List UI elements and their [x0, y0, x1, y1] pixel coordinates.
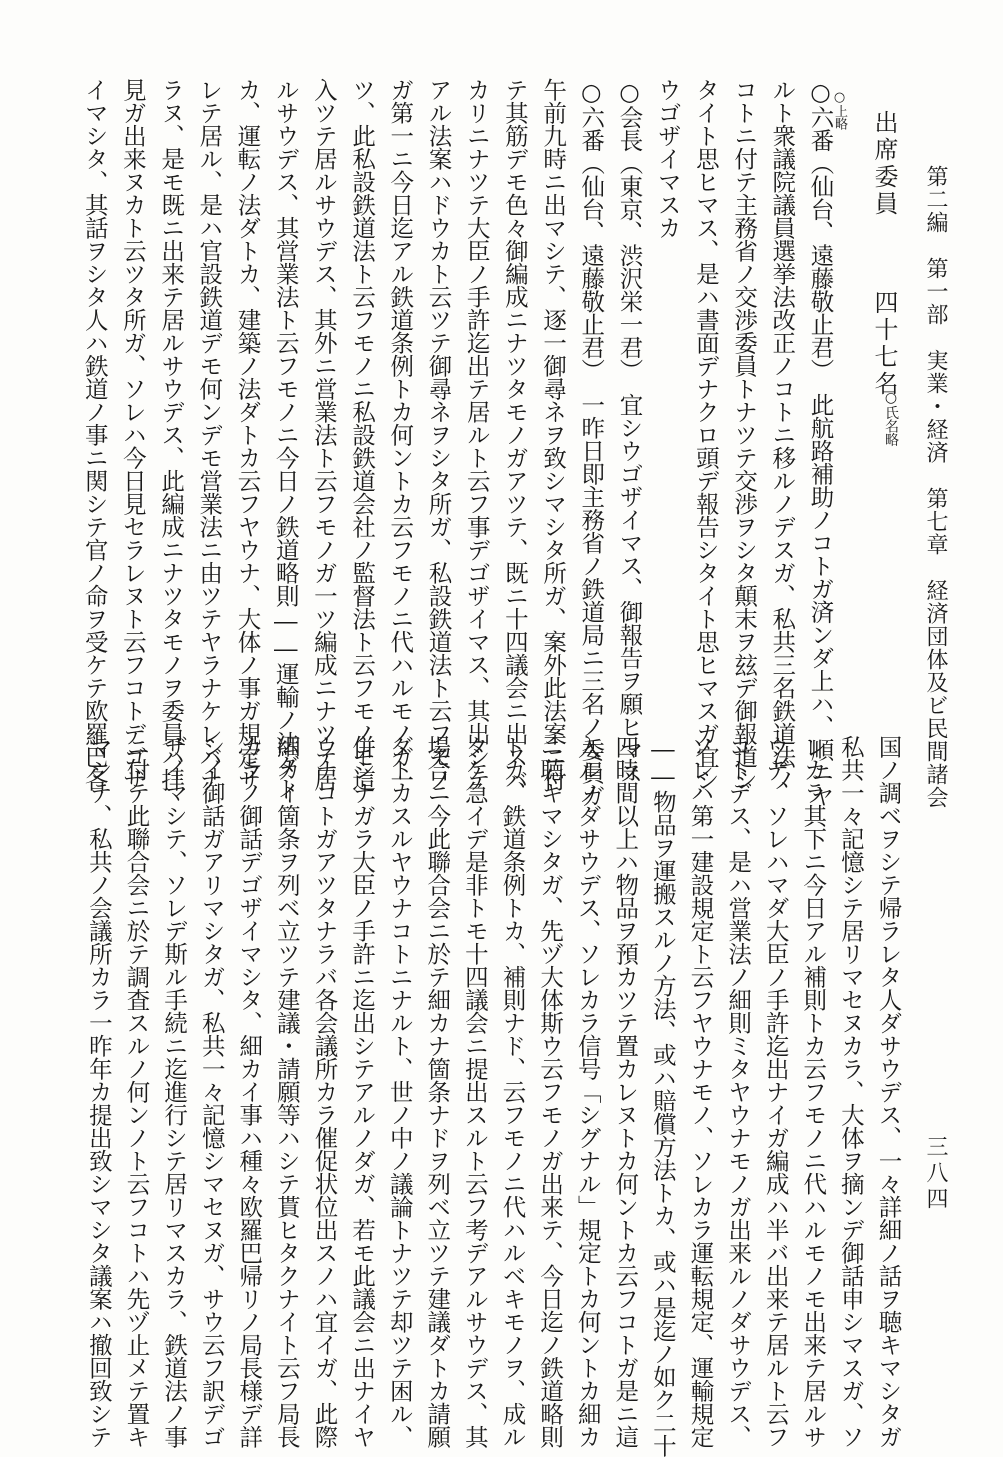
- text-column: ラヌ、是モ既ニ出来テ居ルサウデス、此編成ニナツタモノヲ委員ハ拝: [157, 78, 186, 791]
- text-column: 入ルノダサウデス、ソレカラ信号「シグナル」規定トカ何ントカ細カ: [573, 735, 602, 1448]
- text-column: 四時間以上ハ物品ヲ預カツテ置カレヌトカ何ントカ云フコトガ是ニ這: [611, 735, 640, 1448]
- text-column: コトデス、是ハ営業法ノ細則ミタヤウナモノガ出来ルノダサウデス、: [724, 735, 753, 1448]
- text-column: コトニ付テ主務省ノ交渉委員トナツテ交渉ヲシタ顛末ヲ玆デ御報道シ: [730, 78, 759, 791]
- text-column: ウゴザイマスカ: [653, 78, 682, 239]
- text-column: イマシタ、其話ヲシタ人ハ鉄道ノ事ニ関シテ官ノ命ヲ受ケテ欧羅巴各: [80, 78, 109, 791]
- text-column: ザイマシテ、ソレデ斯ル手続ニ迄進行シテ居リマスカラ、鉄道法ノ事: [160, 735, 189, 1448]
- text-column: 午前九時ニ出マシテ、逐一御尋ネヲ致シマシタ所ガ、案外此法案ニ付: [539, 78, 568, 791]
- text-column: 入ツテ居ルサウデス、其外ニ営業法ト云フモノガ一ツ編成ニナツテ居: [309, 78, 338, 791]
- text-column: タケ急イデ是非トモ十四議会ニ提出スルト云フ考デアルサウデス、其: [460, 735, 489, 1448]
- attendance-name-note: ○氏名略: [883, 390, 899, 446]
- text-column: 場合ニ今此聯合会ニ於テ細カナ箇条ナドヲ列ベ立ツテ建議ダトカ請願: [423, 735, 452, 1448]
- text-column: ニ付テ此聯合会ニ於テ調査スルノ何ンノト云フコトハ先ヅ止メテ置キ: [122, 735, 151, 1448]
- text-column: 国ノ調ベヲシテ帰ラレタ人ダサウデス、一々詳細ノ話ヲ聴キマシタガ: [874, 735, 903, 1448]
- text-column: ツ、此私設鉄道法ト云フモノニ私設鉄道会社ノ監督法ト云フモノモ這: [348, 78, 377, 791]
- text-column: カリニナツテ大臣ノ手許迄出テ居ルト云フ事デゴザイマス、其出シテ: [462, 78, 491, 791]
- attendance-label: 出席委員: [870, 110, 898, 218]
- text-column: ニ聴キマシタガ、先ヅ大体斯ウ云フモノガ出来テ、今日迄ノ鉄道略則: [536, 735, 565, 1448]
- text-column: テ其筋デモ色々御編成ニナツタモノガアツテ、既ニ十四議会ニ出スバ: [500, 78, 529, 791]
- text-column: レカラ其下ニ今日アル補則トカ云フモノニ代ハルモノモ出来テ居ルサ: [799, 735, 828, 1448]
- text-column: ガ第一ニ今日迄アル鉄道条例トカ何ントカ云フモノニ代ハルモノガ一: [386, 78, 415, 791]
- text-column: 見ガ出来ヌカト云ツタ所ガ、ソレハ今日見セラレヌト云フコトデゴザ: [118, 78, 147, 791]
- text-column: タイト思ヒマス、是ハ書面デナクロ頭デ報告シタイト思ヒマスガ宜シ: [691, 78, 720, 791]
- text-column: ルト衆議院議員選挙法改正ノコトニ移ルノデスガ、私共三名鉄道法ノ: [768, 78, 797, 791]
- page-number: 三八四: [923, 1135, 948, 1213]
- omission-mark: ○上略: [832, 90, 847, 130]
- text-column: ダトカスルヤウナコトニナルト、世ノ中ノ議論トナツテ却ツテ困ル、: [385, 735, 414, 1448]
- text-column: ○六番（仙台、遠藤敬止君） 一昨日即主務省ノ鉄道局ニ三名ノ委員ガ: [577, 78, 606, 807]
- text-column: ○六番（仙台、遠藤敬止君） 此航路補助ノコトガ済ンダ上ハ、順ニヤ: [806, 78, 835, 807]
- text-column: ○会長（東京、渋沢栄一君） 宜シウゴザイマス、御報告ヲ願ヒマス: [615, 78, 644, 784]
- running-head: 第二編 第一部 実業・経済 第七章 経済団体及ビ民間諸会: [923, 165, 948, 809]
- text-column: トカ、鉄道条例トカ、補則ナド、云フモノニ代ハルベキモノヲ、成ル: [498, 735, 527, 1448]
- text-column: ソレハ第一建設規定ト云フヤウナモノ、ソレカラ運転規定、運輸規定: [686, 735, 715, 1448]
- text-column: レテ居ル、是ハ官設鉄道デモ何ンデモ営業法ニ由ツテヤラナケレバナ: [195, 78, 224, 791]
- text-column: ――物品ヲ運搬スルノ方法、或ハ賠償方法トカ、或ハ是迄ノ如ク二十: [648, 735, 677, 1457]
- text-column: 私共一々記憶シテ居リマセヌカラ、大体ヲ摘ンデ御話申シマスガ、ソ: [836, 735, 865, 1448]
- text-column: ウナコトガアツタナラバ各会議所カラ催促状位出スノハ宜イガ、此際: [310, 735, 339, 1448]
- text-column: 細カイ箇条ヲ列ベ立ツテ建議・請願等ハシテ貰ヒタクナイト云フ局長: [272, 735, 301, 1448]
- text-column: カラノ御話デゴザイマシタ、細カイ事ハ種々欧羅巴帰リノ局長様デ詳: [235, 735, 264, 1448]
- text-column: カ、運転ノ法ダトカ、建築ノ法ダトカ云フヤウナ、大体ノ事ガ規定サ: [233, 78, 262, 791]
- text-column: 併シナガラ大臣ノ手許ニ迄出シテアルノダガ、若モ此議会ニ出ナイヤ: [348, 735, 377, 1448]
- text-column: シイ御話ガアリマシタガ、私共一々記憶シマセヌガ、サウ云フ訳デゴ: [197, 735, 226, 1448]
- text-column: ウデ、ソレハマダ大臣ノ手許迄出ナイガ編成ハ半バ出来テ居ルト云フ: [761, 735, 790, 1448]
- text-column: アル法案ハドウカト云ツテ御尋ネヲシタ所ガ、私設鉄道法ト云フモノ: [424, 78, 453, 791]
- text-column: マシテ、私共ノ会議所カラ一昨年カ提出致シマシタ議案ハ撤回致シテ: [84, 735, 113, 1448]
- attendance-count: 四十七名: [870, 290, 898, 398]
- text-column: ルサウデス、其営業法ト云フモノニ今日ノ鉄道略則――運輸ノ法ダト: [271, 78, 300, 800]
